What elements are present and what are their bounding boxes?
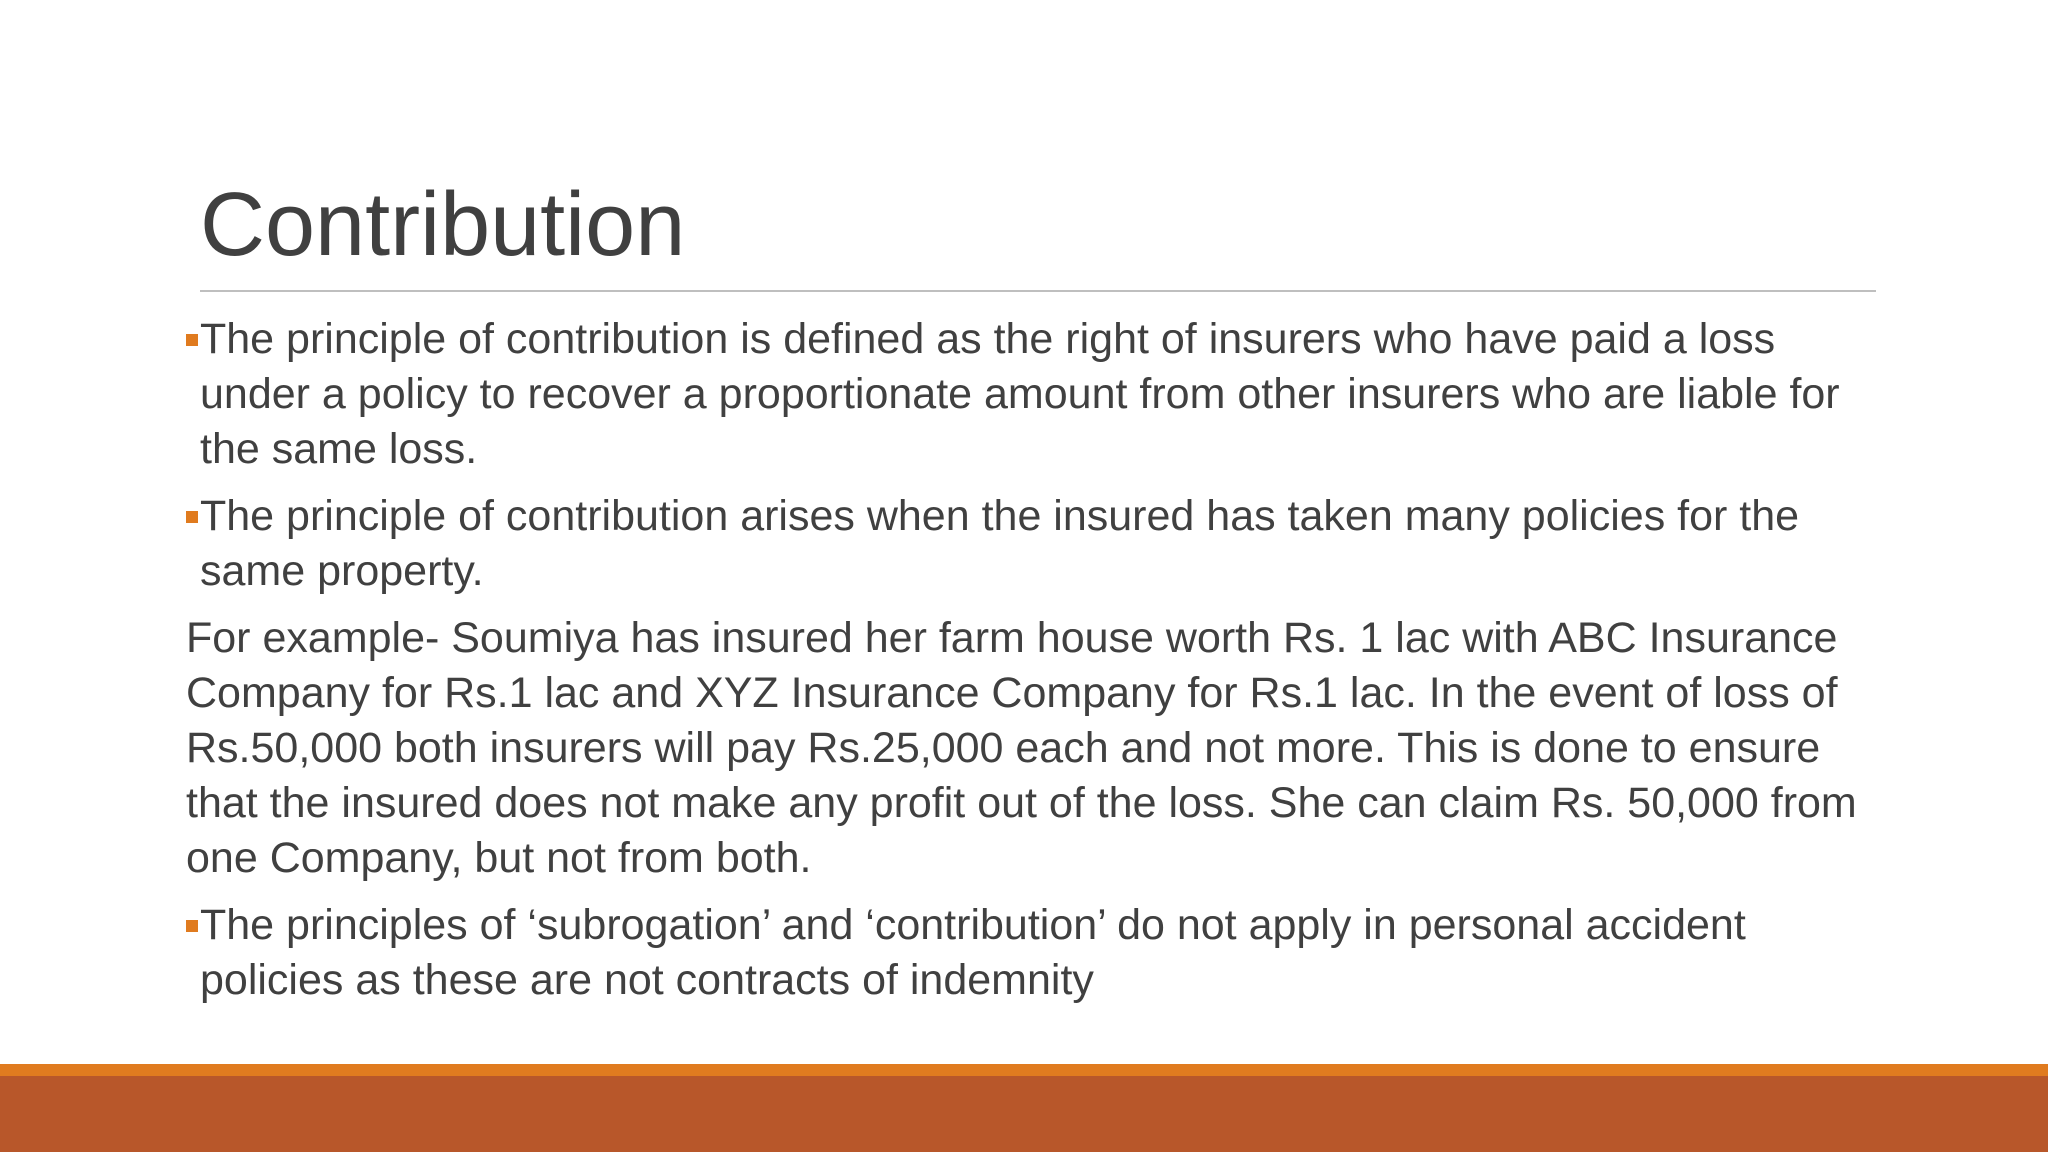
bullet-text: The principles of ‘subrogation’ and ‘contribution’ do not apply in personal accident policies as these are not contracts of indemnity [200, 901, 1746, 1004]
footer-accent-stripe [0, 1064, 2048, 1076]
slide-body [186, 312, 1876, 1020]
bullet-item-1 [186, 312, 1876, 477]
bullet-text: The principle of contribution is defined as the right of insurers who have paid a loss under a policy to recover a proportionate amount from other insurers who are liable for the same loss. [200, 315, 1840, 473]
slide-title: Contribution [200, 175, 686, 275]
title-divider [200, 290, 1876, 292]
square-bullet-icon [186, 334, 198, 346]
bullet-item-3 [186, 898, 1876, 1008]
footer-band [0, 1076, 2048, 1152]
bullet-text: The principle of contribution arises when the insured has taken many policies for the same property. [200, 492, 1800, 595]
square-bullet-icon [186, 511, 198, 523]
bullet-item-2 [186, 489, 1876, 599]
square-bullet-icon [186, 920, 198, 932]
example-paragraph: For example- Soumiya has insured her farm house worth Rs. 1 lac with ABC Insurance Company for Rs.1 lac and XYZ Insurance Company for Rs.1 lac. In the event of loss of Rs.50,000 both insurers will pay Rs.25,000 each and not more. This is done to ensure that the insured does not make any profit out of the loss. She can claim Rs. 50,000 from one Company, but not from both. [186, 614, 1857, 882]
